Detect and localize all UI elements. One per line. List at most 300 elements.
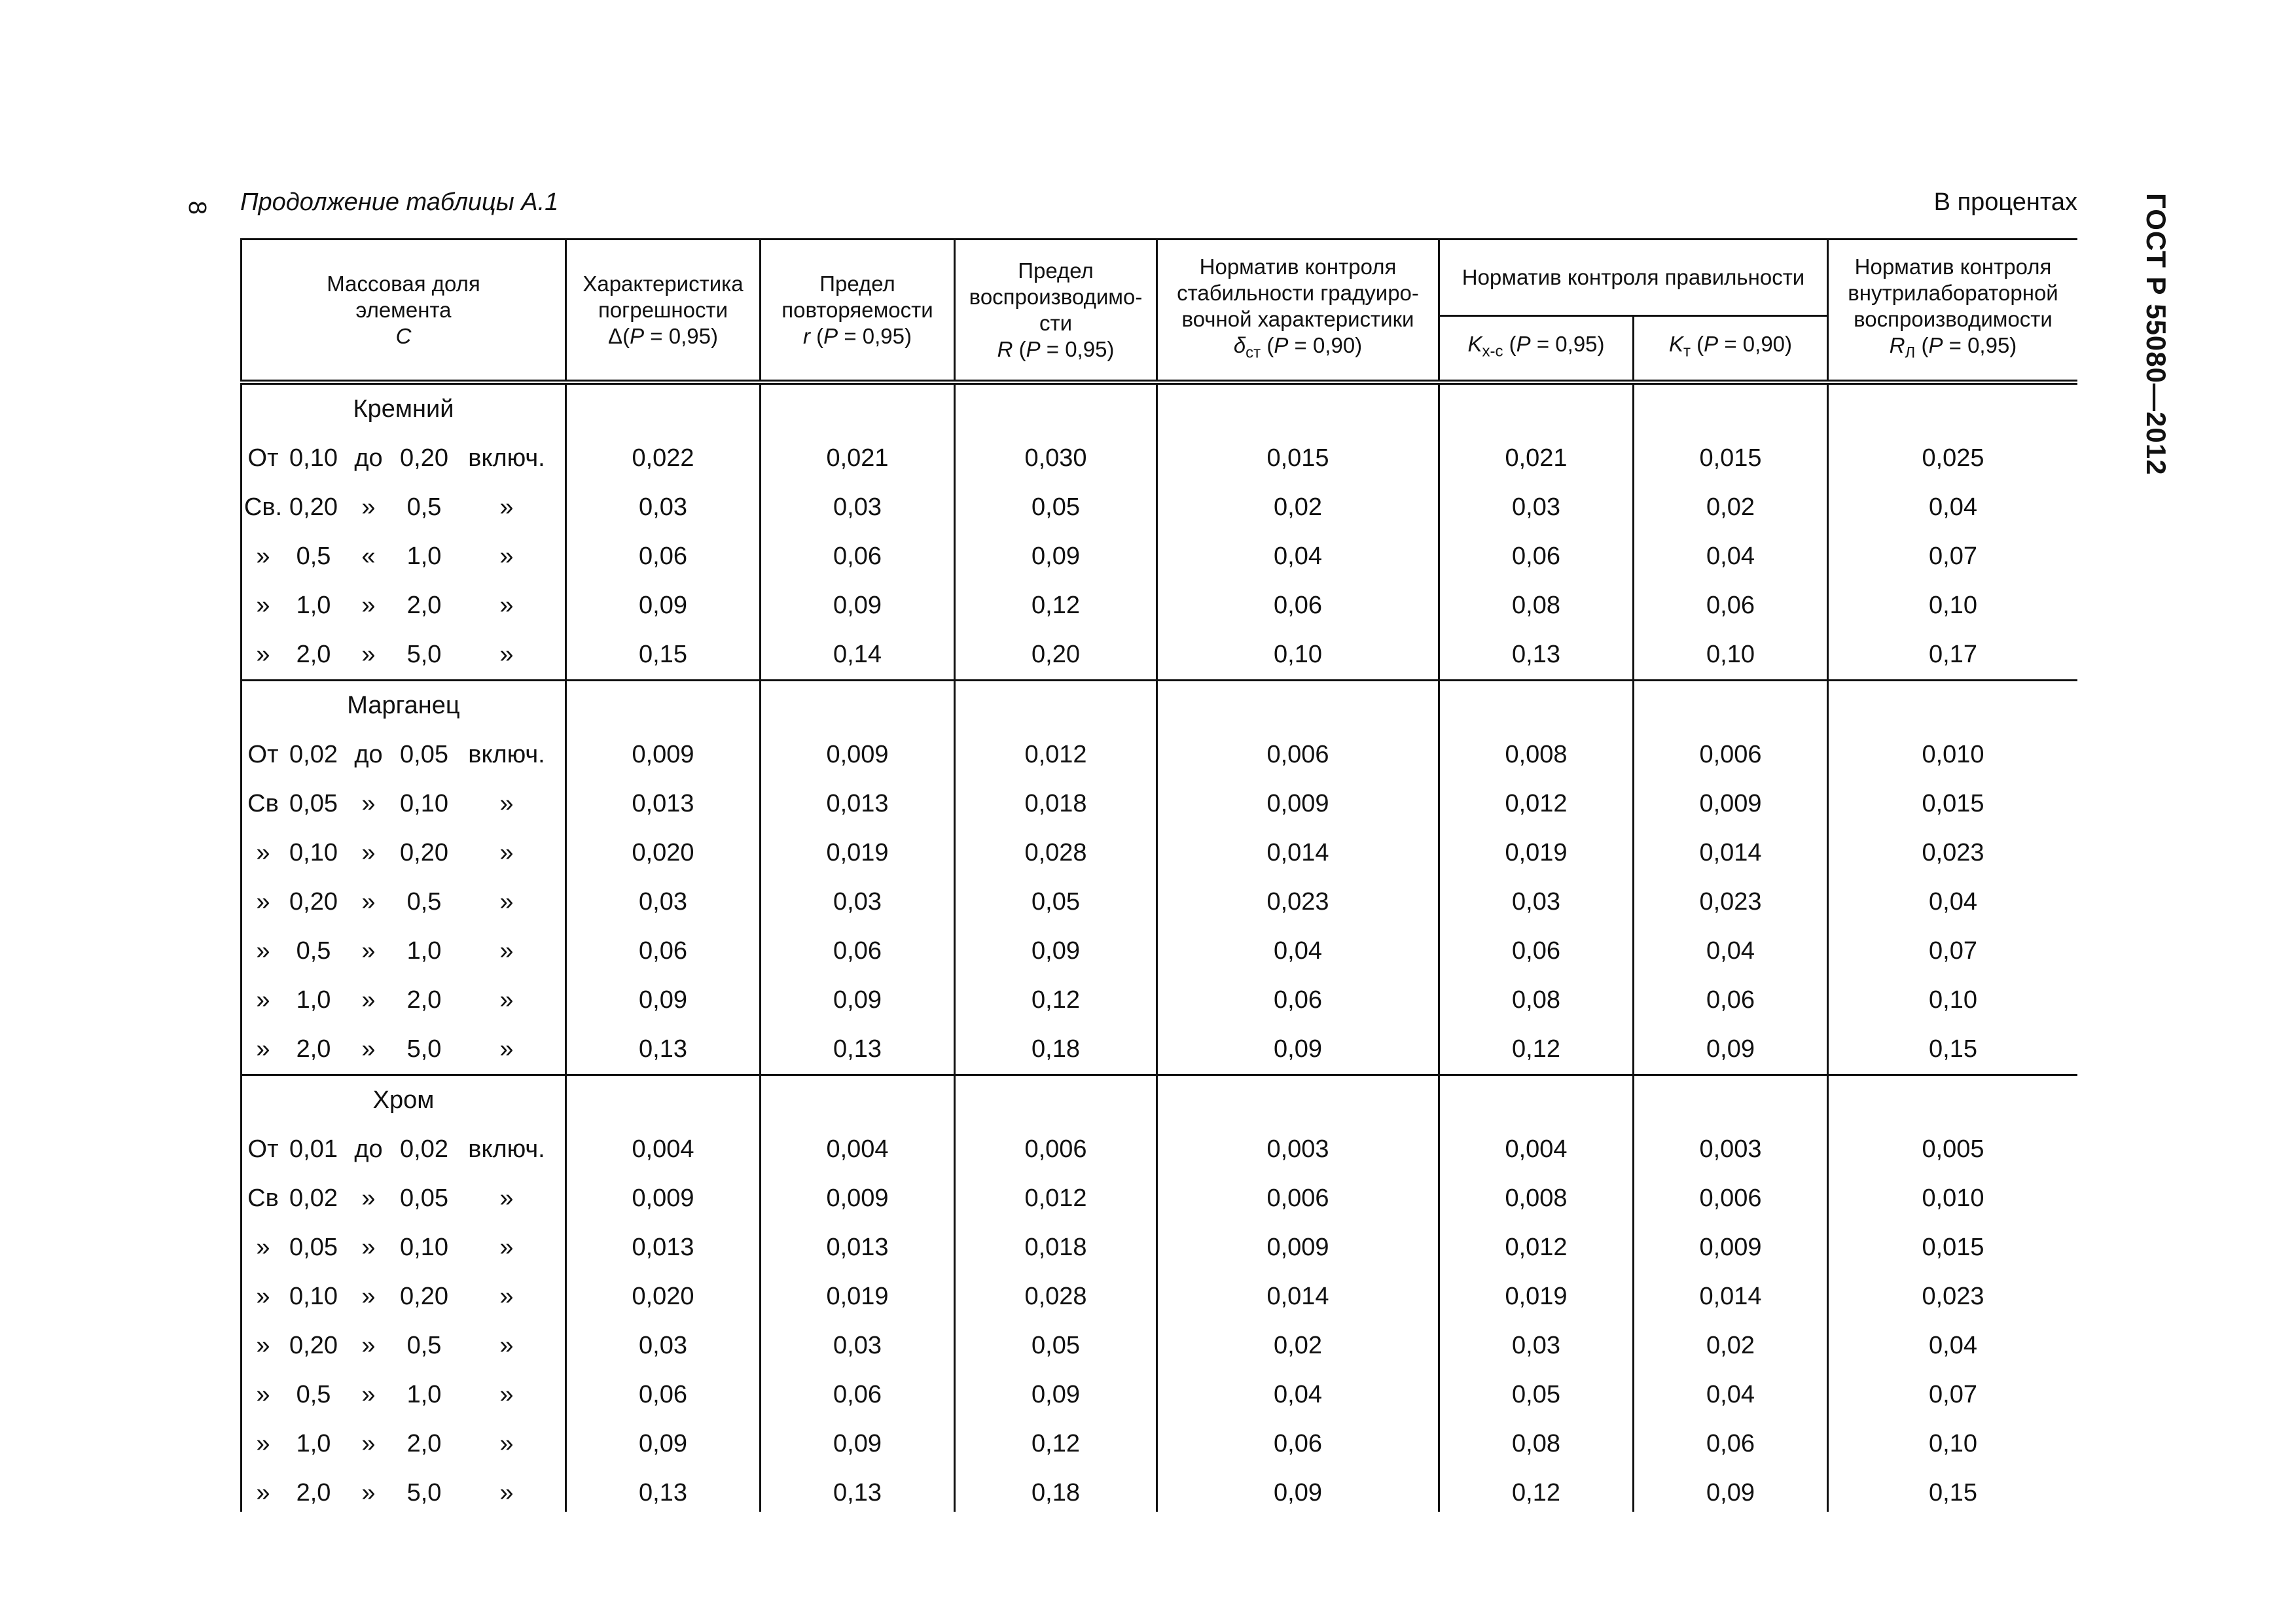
value-cell: 0,20 [955,630,1157,681]
table-row [242,630,2078,681]
empty-cell [1439,382,1634,434]
value-cell: 0,04 [1157,927,1439,976]
value-cell: 0,015 [1828,1223,2078,1272]
range-cell [242,1469,566,1512]
range-parts [242,790,565,818]
value-cell: 0,06 [566,532,761,581]
range-from: 0,20 [289,493,338,521]
value-cell: 0,09 [566,581,761,630]
value-cell: 0,004 [566,1125,761,1174]
range-parts [242,986,565,1014]
table-row [242,878,2078,927]
value-cell: 0,019 [1439,1272,1634,1321]
table-row [242,1370,2078,1419]
empty-cell [566,681,761,731]
range-connector: до [354,444,383,472]
value-cell: 0,014 [1157,1272,1439,1321]
range-to: 0,10 [400,790,448,817]
value-cell: 0,08 [1439,1419,1634,1469]
range-suffix: » [499,1234,514,1261]
header-mass-fraction [242,240,566,383]
range-parts [242,937,565,965]
value-cell: 0,008 [1439,1174,1634,1223]
units-note: В процентах [1933,188,2077,216]
range-suffix: » [499,790,514,817]
value-cell: 0,12 [955,1419,1157,1469]
range-to: 1,0 [406,1381,442,1408]
range-to: 0,5 [406,1332,442,1359]
group-title: Марганец [242,681,566,731]
value-cell: 0,06 [1157,976,1439,1025]
value-cell: 0,14 [761,630,955,681]
range-to: 0,20 [400,839,448,866]
range-suffix: » [499,592,514,619]
value-cell: 0,03 [761,483,955,532]
value-cell: 0,014 [1157,829,1439,878]
value-cell: 0,12 [1439,1025,1634,1075]
header-error-val: = 0,95) [644,323,718,348]
value-cell: 0,012 [1439,1223,1634,1272]
range-cell [242,1025,566,1075]
value-cell: 0,03 [566,878,761,927]
range-prefix: » [256,1430,270,1457]
range-prefix: От [247,1135,279,1163]
table-row [242,1174,2078,1223]
value-cell: 0,09 [761,581,955,630]
range-prefix: » [256,543,270,570]
value-cell: 0,09 [761,1419,955,1469]
range-to: 5,0 [406,1035,442,1063]
value-cell: 0,013 [566,779,761,829]
range-from: 1,0 [296,1430,331,1457]
value-cell: 0,06 [1157,581,1439,630]
table-row [242,829,2078,878]
range-prefix: » [256,1332,270,1359]
value-cell: 0,10 [1828,581,2078,630]
value-cell: 0,09 [761,976,955,1025]
value-cell: 0,009 [761,1174,955,1223]
empty-cell [761,382,955,434]
value-cell: 0,13 [566,1469,761,1512]
value-cell: 0,06 [1634,581,1828,630]
value-cell: 0,09 [566,976,761,1025]
header-stability-label: Норматив контроля стабильности градуиро-вочной характеристики [1177,254,1419,331]
table-row [242,976,2078,1025]
group-header-row [242,382,2078,434]
value-cell: 0,09 [955,927,1157,976]
table-row [242,927,2078,976]
value-cell: 0,18 [955,1025,1157,1075]
range-from: 0,20 [289,1332,338,1359]
table-container [240,238,2077,1512]
table-row [242,581,2078,630]
range-prefix: » [256,592,270,619]
range-parts [242,1479,565,1507]
value-cell: 0,06 [761,1370,955,1419]
range-prefix: » [256,888,270,916]
value-cell: 0,028 [955,829,1157,878]
value-cell: 0,06 [1634,976,1828,1025]
range-to: 1,0 [406,543,442,570]
value-cell: 0,15 [1828,1025,2078,1075]
header-kxc-val: = 0,95) [1530,332,1605,357]
value-cell: 0,04 [1634,532,1828,581]
range-prefix: » [256,1234,270,1261]
value-cell: 0,09 [1634,1025,1828,1075]
value-cell: 0,015 [1634,434,1828,483]
range-suffix: » [499,1381,514,1408]
range-connector: » [361,1185,376,1212]
range-prefix: » [256,641,270,668]
range-to: 0,05 [400,741,448,768]
header-reprod-symbol: R [997,336,1013,361]
range-parts [242,1332,565,1360]
range-suffix: » [499,937,514,965]
range-from: 2,0 [296,1479,331,1507]
header-error-label: Характеристика погрешности [583,271,744,322]
value-cell: 0,07 [1828,532,2078,581]
value-cell: 0,006 [1634,730,1828,779]
value-cell: 0,08 [1439,976,1634,1025]
range-from: 2,0 [296,1035,331,1063]
value-cell: 0,02 [1634,1321,1828,1370]
value-cell: 0,023 [1634,878,1828,927]
value-cell: 0,02 [1157,1321,1439,1370]
range-parts [242,1135,565,1164]
value-cell: 0,015 [1828,779,2078,829]
value-cell: 0,009 [1157,1223,1439,1272]
value-cell: 0,12 [955,581,1157,630]
empty-cell [1828,681,2078,731]
value-cell: 0,03 [566,483,761,532]
range-connector: » [361,790,376,817]
value-cell: 0,005 [1828,1125,2078,1174]
table-row [242,434,2078,483]
range-prefix: Св. [243,493,283,521]
range-connector: » [361,1479,376,1507]
value-cell: 0,03 [566,1321,761,1370]
data-table [240,238,2077,1512]
table-caption: Продолжение таблицы А.1 [240,188,559,216]
range-cell [242,1419,566,1469]
value-cell: 0,015 [1157,434,1439,483]
value-cell: 0,008 [1439,730,1634,779]
empty-cell [1439,681,1634,731]
value-cell: 0,018 [955,779,1157,829]
range-to: 0,02 [400,1135,448,1163]
value-cell: 0,08 [1439,581,1634,630]
header-stability: Норматив контроля стабильности градуиро-вочной характеристики $\delta_{ст}$ (P = 0,90) [1157,240,1439,383]
value-cell: 0,04 [1634,927,1828,976]
table-row [242,1223,2078,1272]
header-intralab: Норматив контроля внутрилабораторной воспроизводимости $R_Л$ (P = 0,95) [1828,240,2078,383]
value-cell: 0,04 [1828,878,2078,927]
range-connector: » [361,986,376,1014]
value-cell: 0,06 [566,1370,761,1419]
range-prefix: » [256,1479,270,1507]
value-cell: 0,04 [1157,1370,1439,1419]
header-intralab-sub: Л [1905,344,1916,362]
value-cell: 0,023 [1828,1272,2078,1321]
value-cell: 0,09 [1157,1025,1439,1075]
range-parts [242,592,565,620]
table-row [242,779,2078,829]
range-cell [242,730,566,779]
value-cell: 0,02 [1157,483,1439,532]
range-cell [242,927,566,976]
header-kt: $K_т$ (P = 0,90) [1634,316,1828,383]
range-from: 0,10 [289,839,338,866]
group-header-row [242,1075,2078,1126]
value-cell: 0,018 [955,1223,1157,1272]
range-cell [242,483,566,532]
range-cell [242,779,566,829]
value-cell: 0,10 [1828,976,2078,1025]
range-to: 0,10 [400,1234,448,1261]
header-kxc-symbol: K [1467,332,1482,357]
range-suffix: включ. [468,1135,545,1163]
value-cell: 0,012 [1439,779,1634,829]
page-number: 8 [183,200,211,215]
value-cell: 0,12 [955,976,1157,1025]
range-connector: » [361,937,376,965]
range-cell [242,532,566,581]
range-connector: » [361,1332,376,1359]
group-title: Кремний [242,382,566,434]
range-suffix: » [499,986,514,1014]
range-to: 2,0 [406,1430,442,1457]
range-from: 1,0 [296,592,331,619]
header-reproducibility: Предел воспроизводимо-сти R (P = 0,95) [955,240,1157,383]
empty-cell [1157,1075,1439,1126]
header-repeat-symbol: r [802,323,810,348]
range-cell [242,976,566,1025]
value-cell: 0,03 [1439,878,1634,927]
range-connector: » [361,888,376,916]
table-row [242,1419,2078,1469]
header-kxc-p: P [1516,332,1531,357]
range-suffix: » [499,1035,514,1063]
range-connector: до [354,1135,383,1163]
range-prefix: » [256,1283,270,1310]
header-kt-p: P [1704,332,1719,357]
value-cell: 0,04 [1157,532,1439,581]
range-suffix: » [499,1332,514,1359]
value-cell: 0,17 [1828,630,2078,681]
value-cell: 0,09 [955,1370,1157,1419]
header-intralab-symbol: R [1889,332,1905,357]
header-stability-symbol: δ [1233,332,1246,357]
empty-cell [955,681,1157,731]
empty-cell [1439,1075,1634,1126]
value-cell: 0,15 [566,630,761,681]
range-cell [242,630,566,681]
value-cell: 0,04 [1634,1370,1828,1419]
value-cell: 0,021 [1439,434,1634,483]
range-connector: » [361,839,376,866]
value-cell: 0,006 [1157,730,1439,779]
value-cell: 0,030 [955,434,1157,483]
range-from: 0,05 [289,1234,338,1261]
range-to: 2,0 [406,592,442,619]
range-from: 0,10 [289,1283,338,1310]
empty-cell [955,382,1157,434]
header-kxc: $K_{х-с}$ (P = 0,95) [1439,316,1634,383]
header-reprod-val: = 0,95) [1040,336,1115,361]
value-cell: 0,022 [566,434,761,483]
range-from: 0,5 [296,543,331,570]
value-cell: 0,010 [1828,1174,2078,1223]
range-parts [242,1234,565,1262]
header-mass-symbol: C [395,323,412,348]
header-error-symbol: Δ( [608,323,630,348]
value-cell: 0,09 [1634,1469,1828,1512]
value-cell: 0,06 [1439,927,1634,976]
range-from: 1,0 [296,986,331,1014]
header-correctness: Норматив контроля правильности [1439,240,1828,316]
table-row [242,1025,2078,1075]
range-prefix: » [256,1381,270,1408]
value-cell: 0,06 [761,532,955,581]
value-cell: 0,004 [761,1125,955,1174]
range-to: 0,20 [400,444,448,472]
value-cell: 0,020 [566,1272,761,1321]
range-prefix: » [256,839,270,866]
range-connector: » [361,1035,376,1063]
range-cell [242,1370,566,1419]
value-cell: 0,028 [955,1272,1157,1321]
value-cell: 0,09 [955,532,1157,581]
range-connector: » [361,1430,376,1457]
range-parts [242,1283,565,1311]
header-repeat-label: Предел повторяемости [781,271,933,322]
header-mass-label: Массовая доля элемента [327,271,480,322]
range-cell [242,434,566,483]
value-cell: 0,05 [955,483,1157,532]
value-cell: 0,13 [761,1025,955,1075]
value-cell: 0,05 [1439,1370,1634,1419]
range-cell [242,1223,566,1272]
value-cell: 0,009 [761,730,955,779]
table-row [242,1321,2078,1370]
table-row [242,730,2078,779]
range-connector: » [361,1283,376,1310]
range-connector: » [361,592,376,619]
range-suffix: » [499,543,514,570]
header-kt-symbol: K [1668,332,1683,357]
empty-cell [1634,1075,1828,1126]
group-title: Хром [242,1075,566,1126]
value-cell: 0,04 [1828,1321,2078,1370]
range-suffix: » [499,888,514,916]
range-parts [242,641,565,669]
value-cell: 0,006 [1634,1174,1828,1223]
range-connector: » [361,1381,376,1408]
value-cell: 0,014 [1634,1272,1828,1321]
empty-cell [761,1075,955,1126]
value-cell: 0,019 [761,1272,955,1321]
empty-cell [566,1075,761,1126]
range-suffix: » [499,839,514,866]
value-cell: 0,009 [1634,779,1828,829]
empty-cell [1634,681,1828,731]
range-to: 5,0 [406,1479,442,1507]
value-cell: 0,013 [761,779,955,829]
header-intralab-val: = 0,95) [1943,332,2017,357]
document-code: ГОСТ Р 55080—2012 [2141,193,2172,476]
header-stability-p: P [1274,332,1289,357]
range-prefix: Св [247,1185,279,1212]
value-cell: 0,05 [955,878,1157,927]
value-cell: 0,04 [1828,483,2078,532]
range-connector: » [361,493,376,521]
range-from: 0,02 [289,1185,338,1212]
value-cell: 0,020 [566,829,761,878]
value-cell: 0,013 [566,1223,761,1272]
range-from: 0,5 [296,937,331,965]
empty-cell [566,382,761,434]
header-reprod-label: Предел воспроизводимо-сти [969,258,1143,335]
range-prefix: » [256,1035,270,1063]
range-cell [242,1321,566,1370]
value-cell: 0,09 [1157,1469,1439,1512]
range-cell [242,1272,566,1321]
header-kt-sub: т [1683,342,1691,361]
range-cell [242,829,566,878]
value-cell: 0,009 [1634,1223,1828,1272]
value-cell: 0,12 [1439,1469,1634,1512]
range-parts [242,888,565,916]
range-to: 0,05 [400,1185,448,1212]
header-intralab-p: P [1928,332,1943,357]
value-cell: 0,013 [761,1223,955,1272]
range-connector: » [361,1234,376,1261]
range-parts [242,444,565,473]
value-cell: 0,009 [566,1174,761,1223]
range-suffix: » [499,1283,514,1310]
value-cell: 0,15 [1828,1469,2078,1512]
empty-cell [1828,1075,2078,1126]
value-cell: 0,13 [761,1469,955,1512]
range-suffix: » [499,1479,514,1507]
range-parts [242,839,565,867]
header-reprod-p: P [1026,336,1041,361]
range-from: 0,10 [289,444,338,472]
value-cell: 0,03 [761,1321,955,1370]
range-cell [242,581,566,630]
table-header [242,240,2078,383]
empty-cell [1634,382,1828,434]
range-cell [242,878,566,927]
value-cell: 0,023 [1157,878,1439,927]
range-prefix: От [247,444,279,472]
value-cell: 0,10 [1634,630,1828,681]
range-from: 0,05 [289,790,338,817]
group-header-row [242,681,2078,731]
header-kxc-sub: х-с [1482,342,1503,361]
range-parts [242,543,565,571]
value-cell: 0,009 [566,730,761,779]
value-cell: 0,03 [1439,1321,1634,1370]
value-cell: 0,06 [1157,1419,1439,1469]
value-cell: 0,003 [1634,1125,1828,1174]
empty-cell [1157,681,1439,731]
range-parts [242,1185,565,1213]
value-cell: 0,012 [955,730,1157,779]
range-connector: « [361,543,376,570]
range-prefix: » [256,937,270,965]
range-prefix: От [247,741,279,768]
